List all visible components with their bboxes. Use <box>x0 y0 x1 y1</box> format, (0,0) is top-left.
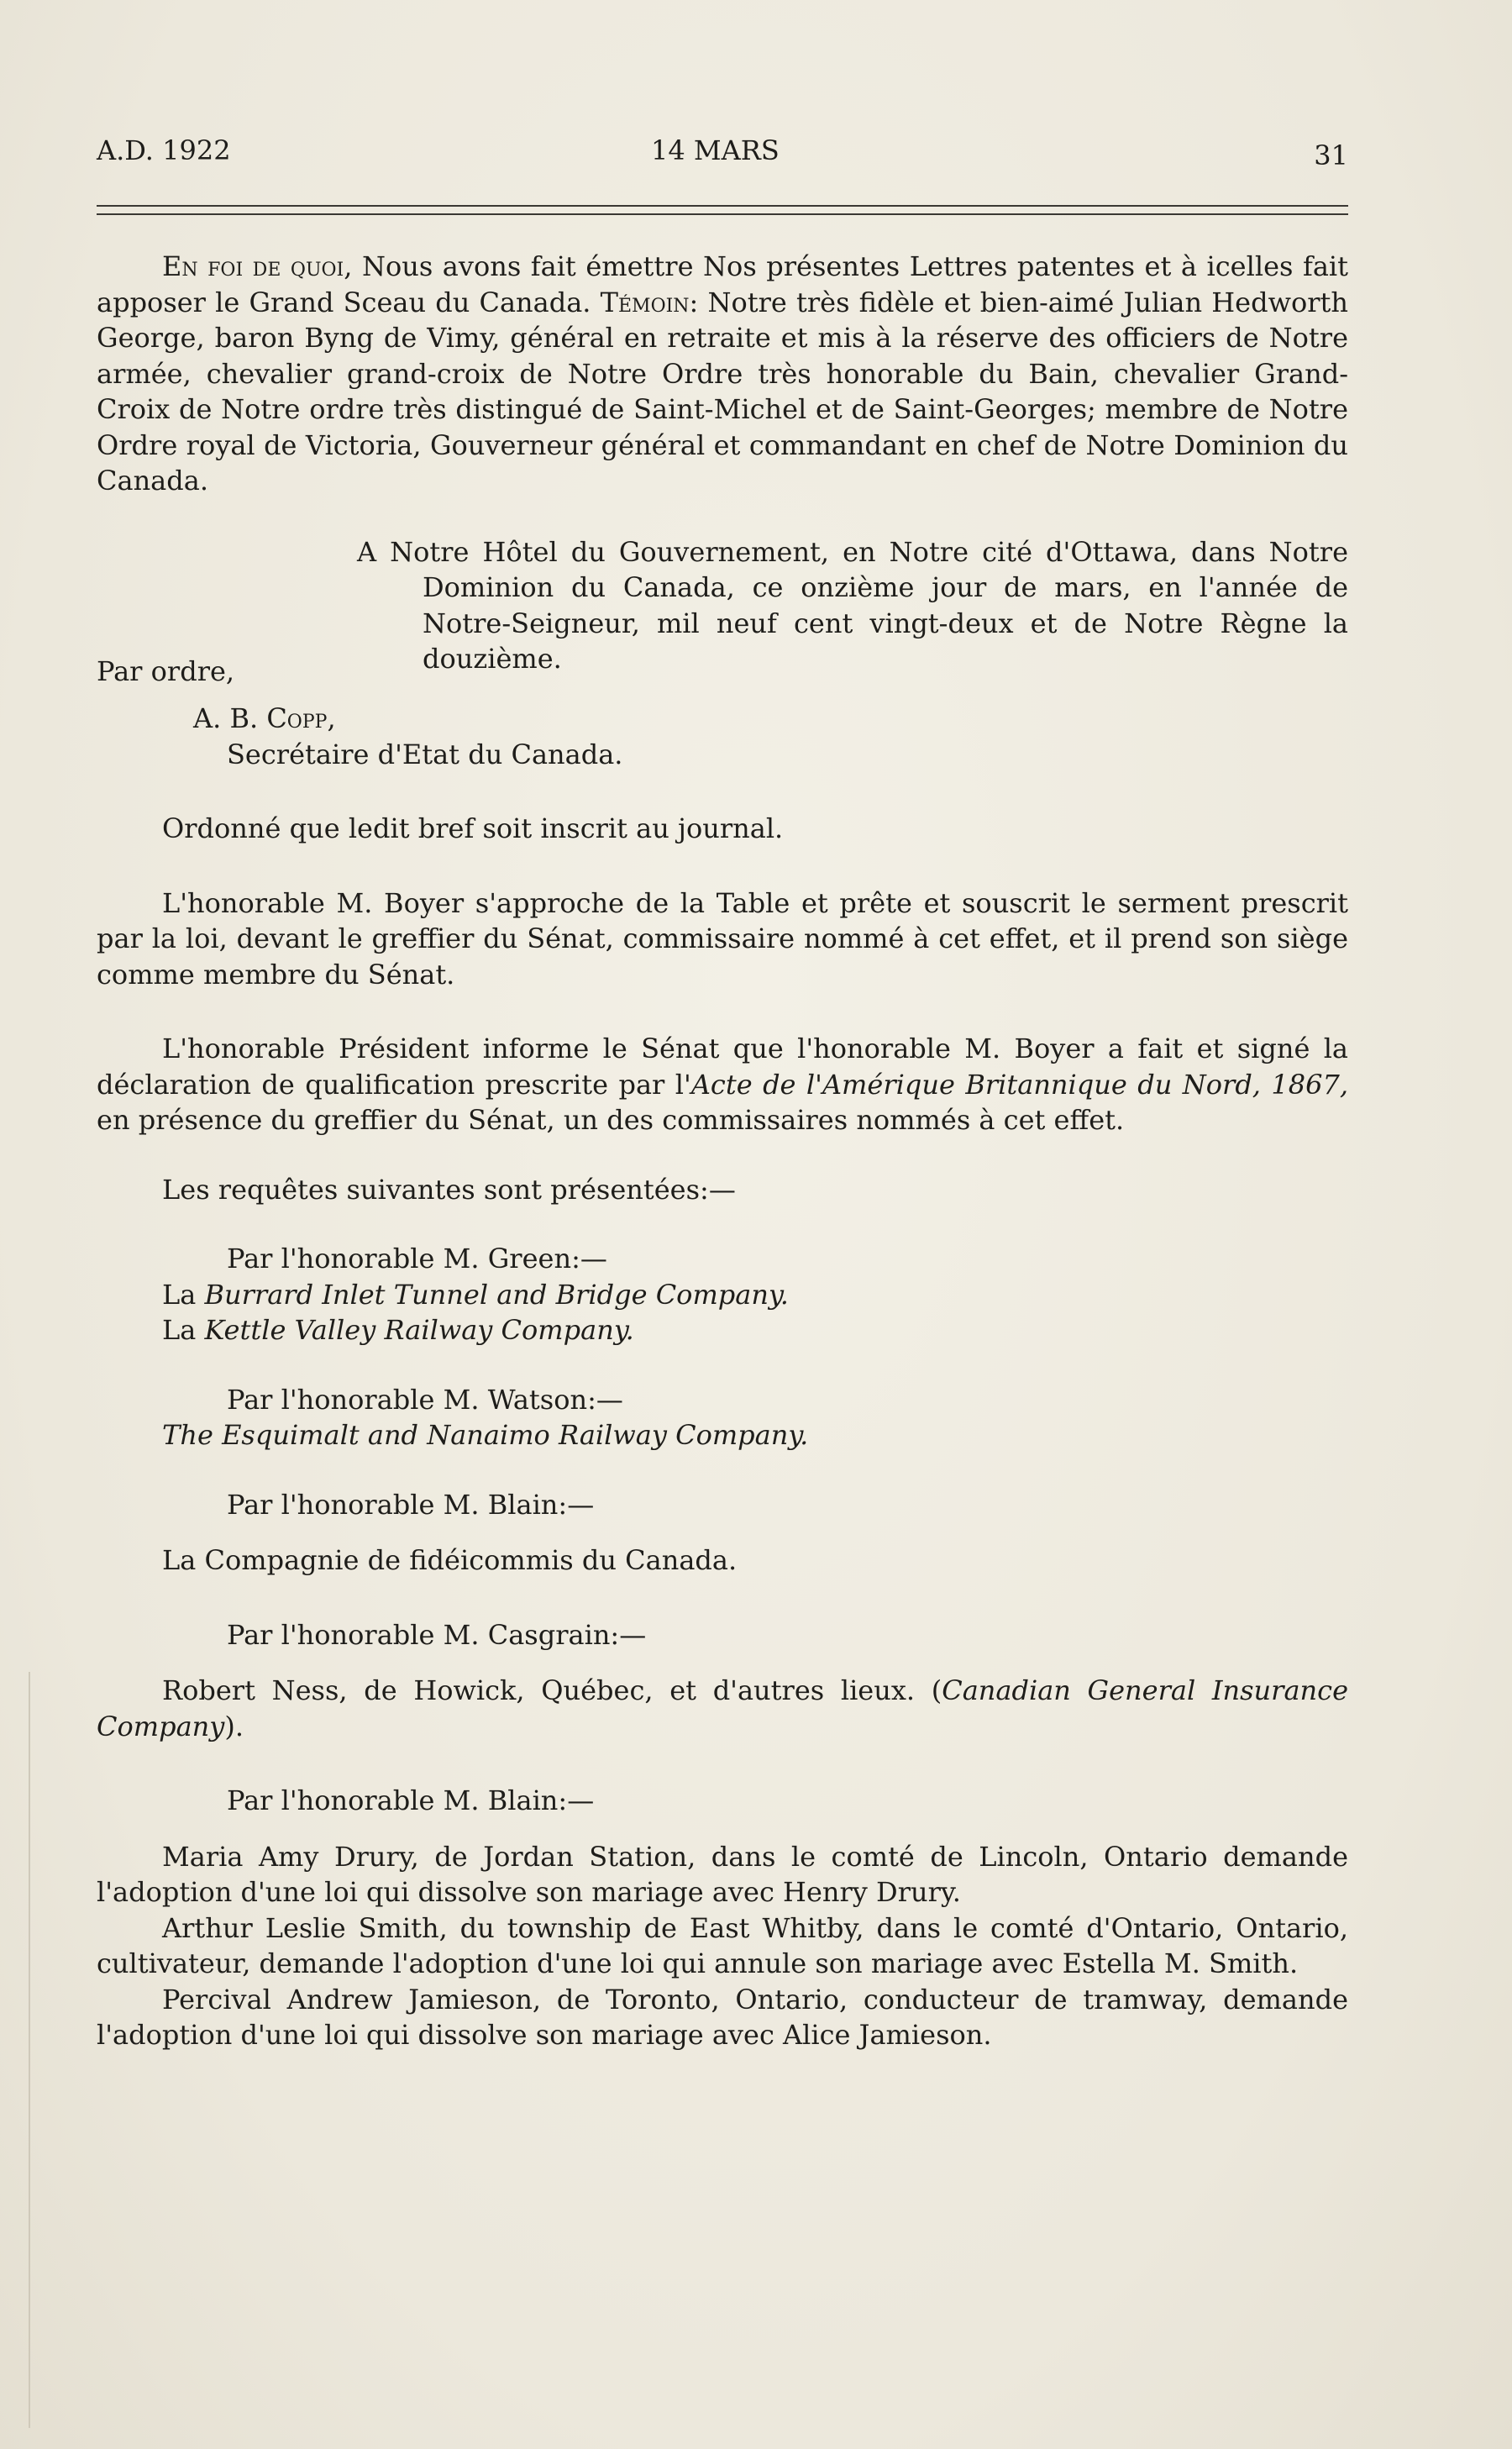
boyer-oath-paragraph: L'honorable M. Boyer s'approche de la Table et prête et souscrit le serment prescrit par la loi, devant le greffier du Sénat, commissaire nommé à cet effet, et il prend son siège comme membre du Sénat. <box>97 886 1348 991</box>
petition-item: The Esquimalt and Nanaimo Railway Company. <box>162 1419 809 1451</box>
president-text-1: L'honorable Président informe le Sénat que l'honorable M. Boyer a fait et signé la déclaration de qualification prescrite par l' <box>97 1033 1348 1101</box>
petition-close: ). <box>224 1710 244 1742</box>
header-year: A.D. 1922 <box>97 134 231 166</box>
proclamation-text-2: : Notre très fidèle et bien-aimé Julian Hedworth George, baron Byng de Vimy, général en retraite et mis à la réserve des officiers de Notre armée, chevalier grand-croix de Notre Ordre très honorable du Bain, chevalier Grand-Croix de Notre ordre très distingué de Saint-Michel et de Saint-Georges; membre de Notre Ordre royal de Victoria, Gouverneur général et commandant en chef de Notre Dominion du Canada. <box>97 286 1349 497</box>
company-name: Kettle Valley Railway Company. <box>204 1314 634 1346</box>
opening-smallcaps: En foi de quoi, <box>162 250 353 282</box>
ordonne-paragraph: Ordonné que ledit bref soit inscrit au journal. <box>162 812 784 844</box>
petition-item <box>97 1312 1348 1348</box>
petition-item <box>97 1673 1348 1744</box>
signature-title: Secrétaire d'Etat du Canada. <box>227 738 623 770</box>
company-name: Canadian General Insurance Company <box>97 1674 1349 1742</box>
petition-item: Maria Amy Drury, de Jordan Station, dans le comté de Lincoln, Ontario demande l'adoption d'une loi qui dissolve son mariage avec Henry Drury. <box>97 1840 1348 1908</box>
petitioner-blain-2: Par l'honorable M. Blain:— <box>227 1784 595 1816</box>
requetes-heading: Les requêtes suivantes sont présentées:— <box>162 1173 736 1206</box>
signature-name <box>193 701 1348 737</box>
proclamation-place: A Notre Hôtel du Gouvernement, en Notre cité d'Ottawa, dans Notre Dominion du Canada, ce onzième jour de mars, en l'année de Notre-Seigneur, mil neuf cent vingt-deux et de Notre Règne la douzième. <box>357 535 1348 675</box>
petition-prefix: La <box>162 1278 205 1311</box>
par-ordre: Par ordre, <box>97 654 235 687</box>
petitioner-casgrain: Par l'honorable M. Casgrain:— <box>227 1618 647 1651</box>
proclamation-text-1: Nous avons fait émettre Nos présentes Lettres patentes et à icelles fait apposer le Grand Sceau du Canada. <box>97 250 1348 318</box>
petition-prefix: La <box>162 1314 205 1346</box>
petition-item: Percival Andrew Jamieson, de Toronto, Ontario, conducteur de tramway, demande l'adoption d'une loi qui dissolve son mariage avec Alice Jamieson. <box>97 1983 1348 2051</box>
header-rule-top <box>97 205 1348 207</box>
page-edge-mark <box>29 1672 30 2428</box>
running-header <box>97 134 1348 176</box>
petitioner-blain: Par l'honorable M. Blain:— <box>227 1488 595 1521</box>
temoin-smallcaps: Témoin <box>600 286 690 318</box>
company-name: Burrard Inlet Tunnel and Bridge Company. <box>204 1278 789 1311</box>
header-rule-bottom <box>97 213 1348 215</box>
petition-text: Robert Ness, de Howick, Québec, et d'autres lieux. ( <box>162 1674 942 1706</box>
petition-item: La Compagnie de fidéicommis du Canada. <box>162 1544 738 1576</box>
petition-item: Arthur Leslie Smith, du township de East Whitby, dans le comté d'Ontario, Ontario, cultivateur, demande l'adoption d'une loi qui annule son mariage avec Estella M. Smith. <box>97 1911 1348 1979</box>
header-date: 14 MARS <box>651 134 780 166</box>
page-number: 31 <box>1314 139 1348 171</box>
act-title: Acte de l'Amérique Britannique du Nord, 1867, <box>690 1068 1349 1101</box>
page-content <box>97 249 1348 2053</box>
signature-surname: Copp, <box>266 702 336 734</box>
petitioner-watson: Par l'honorable M. Watson:— <box>227 1383 623 1416</box>
president-paragraph <box>97 1031 1348 1138</box>
signature-initials: A. B. <box>193 702 267 734</box>
proclamation-paragraph <box>97 249 1348 499</box>
petitioner-green: Par l'honorable M. Green:— <box>227 1243 607 1274</box>
president-text-2: en présence du greffier du Sénat, un des commissaires nommés à cet effet. <box>97 1104 1125 1136</box>
petition-item <box>97 1277 1348 1313</box>
